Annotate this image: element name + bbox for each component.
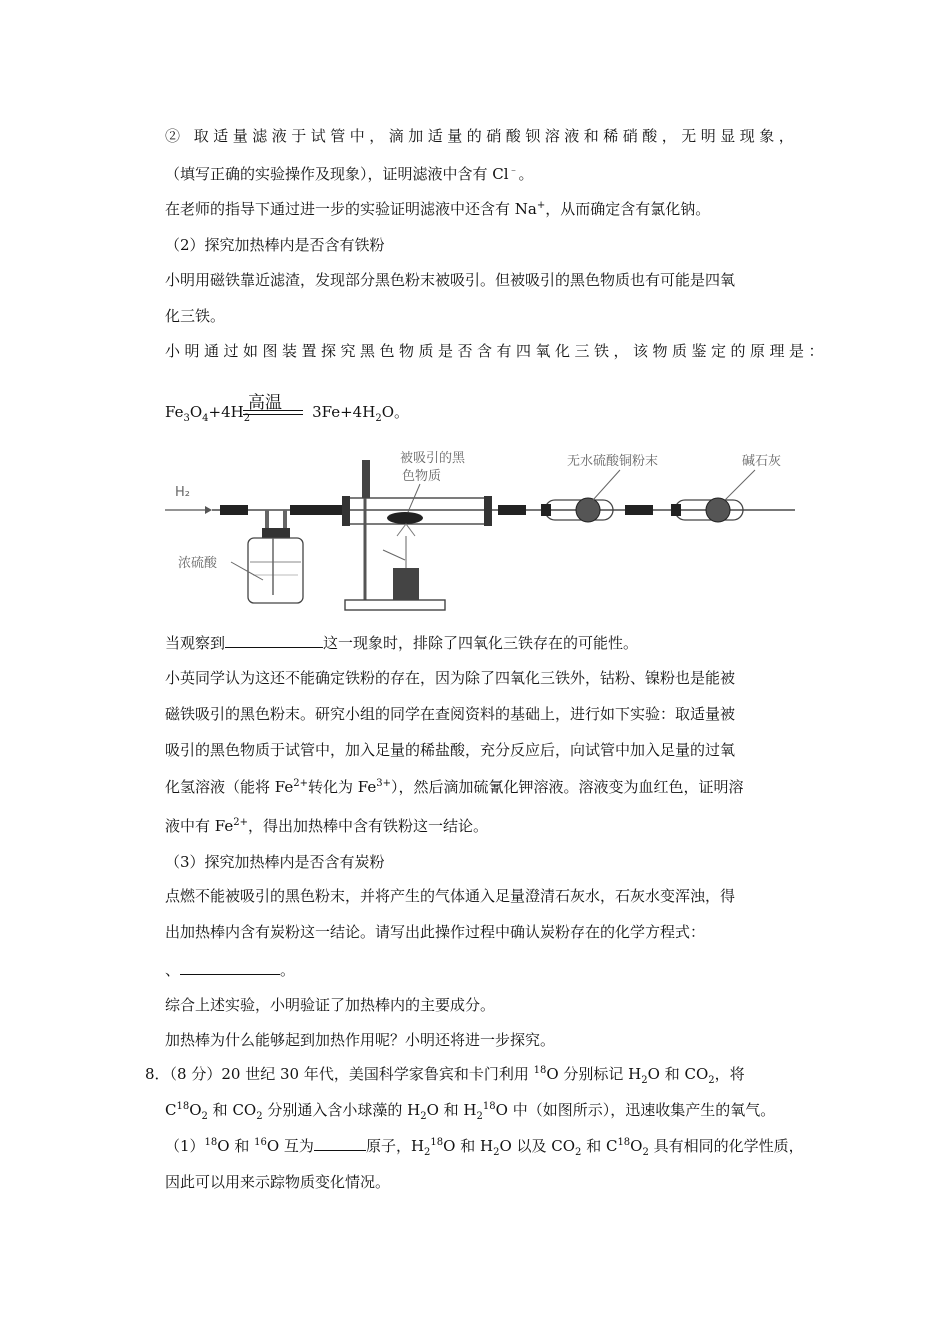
- alcohol-lamp: [393, 568, 419, 600]
- cuso4-powder: [576, 498, 600, 522]
- attracted-label-1: 被吸引的黑: [400, 451, 466, 466]
- body-line: 出加热棒内含有炭粉这一结论。请写出此操作过程中确认炭粉存在的化学方程式：: [165, 923, 706, 941]
- answer-blank[interactable]: [314, 1136, 366, 1151]
- rubber-connector: [290, 505, 318, 515]
- body-line: 点燃不能被吸引的黑色粉末，并将产生的气体通入足量澄清石灰水，石灰水变浑浊，得: [165, 887, 736, 905]
- fill-hint-line: （填写正确的实验操作及现象），证明滤液中含有 Cl﹣。: [165, 165, 534, 183]
- soda-lime: [706, 498, 730, 522]
- soda-lime-label: 碱石灰: [742, 454, 782, 469]
- part2-heading: （2）探究加热棒内是否含有铁粉: [165, 236, 385, 254]
- q8-line-1: 8．（8 分）20 世纪 30 年代，美国科学家鲁宾和卡门利用 $^{18}$O 分别标记 $H_2O$ 和 $CO_2$，将: [145, 1065, 745, 1086]
- q8-part1: $(1)^{18}O$ 和 $^{16}$O 互为 原子，$H_2^{18}O$ 和 $H_2O$ 以及 $CO_2$ 和 $C^{18}O_2$ 具有相同的化学性质，: [165, 1137, 804, 1158]
- magnet-line-2: 化三铁。: [165, 307, 226, 325]
- body-line: 液中有 $Fe^{2+}$，得出加热棒中含有铁粉这一结论。: [165, 817, 488, 835]
- rubber-connector: [625, 505, 653, 515]
- body-line: 吸引的黑色物质于试管中，加入足量的稀盐酸，充分反应后，向试管中加入足量的过氧: [165, 741, 736, 759]
- reaction-condition: 高温: [248, 393, 282, 413]
- q8-line-2: $C^{18}O_2$ 和 $CO_2$ 分别通入含小球藻的 $H_2O$ 和 $H_2^{18}O$ 中（如图所示），迅速收集产生的氧气。: [165, 1101, 776, 1122]
- answer-blank[interactable]: [180, 960, 280, 975]
- black-powder: [387, 512, 423, 524]
- wash-bottle: [248, 538, 303, 603]
- answer-blank[interactable]: [225, 633, 323, 648]
- rubber-connector: [220, 505, 248, 515]
- step2-line: ② 取适量滤液于试管中，滴加适量的硝酸钡溶液和稀硝酸，无明显现象，: [165, 127, 799, 145]
- rubber-connector: [498, 505, 526, 515]
- magnet-line: 小明用磁铁靠近滤渣，发现部分黑色粉末被吸引。但被吸引的黑色物质也有可能是四氧: [165, 271, 736, 289]
- body-line: 小英同学认为这还不能确定铁粉的存在，因为除了四氧化三铁外，钴粉、镍粉也是能被: [165, 669, 736, 687]
- equation-blank-line: 、 。: [165, 961, 296, 979]
- equation-bar: [243, 410, 303, 411]
- body-line: 磁铁吸引的黑色粉末。研究小组的同学在查阅资料的基础上，进行如下实验：取适量被: [165, 705, 736, 723]
- cuso4-label: 无水硫酸铜粉末: [567, 454, 659, 469]
- observe-line: 当观察到 这一现象时，排除了四氧化三铁存在的可能性。: [165, 634, 639, 652]
- attracted-label-2: 色物质: [402, 469, 442, 484]
- body-line: 加热棒为什么能够起到加热作用呢？小明还将进一步探究。: [165, 1031, 556, 1049]
- sodium-line: 在老师的指导下通过进一步的实验证明滤液中还含有 Na+，从而确定含有氯化钠。: [165, 200, 711, 218]
- acid-label: 浓硫酸: [178, 556, 218, 571]
- equation-bar: [243, 414, 303, 415]
- reaction-equation: $Fe_3O_4+4H_2$ $3Fe+4H_2O$。: [165, 403, 409, 424]
- apparatus-figure: [165, 440, 805, 615]
- principle-line: 小明通过如图装置探究黑色物质是否含有四氧化三铁，该物质鉴定的原理是：: [165, 342, 829, 360]
- q8-part1-end: 因此可以用来示踪物质变化情况。: [165, 1173, 391, 1191]
- body-line: 化氢溶液（能将 $Fe^{2+}$转化为 $Fe^{3+}$），然后滴加硫氰化钾溶液。溶液变为血红色，证明溶: [165, 778, 744, 796]
- part3-heading: （3）探究加热棒内是否含有炭粉: [165, 853, 385, 871]
- body-line: 综合上述实验，小明验证了加热棒内的主要成分。: [165, 996, 496, 1014]
- h2-label: H₂: [175, 485, 190, 500]
